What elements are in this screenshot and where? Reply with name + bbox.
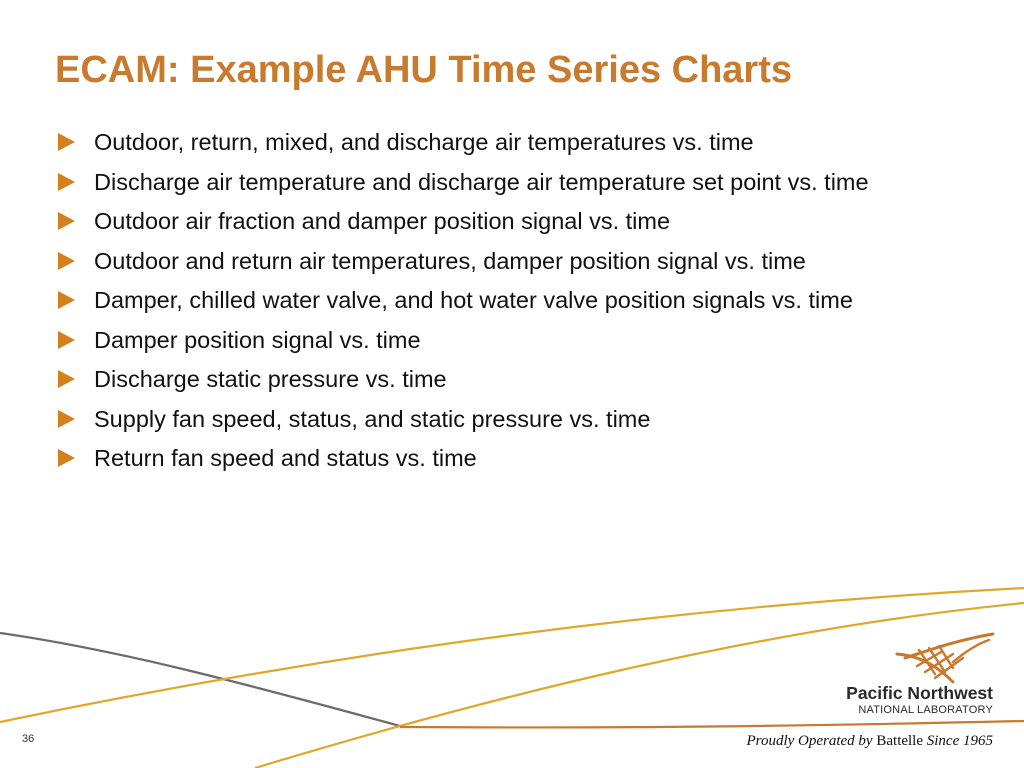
swoosh-gray-line [0, 633, 400, 726]
bullet-text: Outdoor air fraction and damper position signal vs. time [94, 208, 671, 234]
logo-name: Pacific Northwest [846, 683, 993, 703]
tagline-brand: Battelle [876, 733, 924, 749]
bullet-text: Return fan speed and status vs. time [94, 445, 477, 471]
logo-subtitle: NATIONAL LABORATORY [858, 704, 993, 716]
battelle-tagline [700, 731, 993, 751]
bullet-text: Damper, chilled water valve, and hot water valve position signals vs. time [94, 287, 853, 313]
tagline-suffix: Since 1965 [926, 733, 993, 749]
bullet-text: Outdoor and return air temperatures, damper position signal vs. time [94, 247, 806, 274]
pnnl-logo-icon [895, 632, 995, 684]
page-number: 36 [22, 733, 35, 745]
bullet-text: Damper position signal vs. time [94, 326, 421, 353]
swoosh-orange-line [400, 721, 1024, 727]
bullet-text: Outdoor, return, mixed, and discharge air temperatures vs. time [94, 129, 754, 155]
tagline-prefix: Proudly Operated by [746, 733, 873, 749]
bullet-text: Discharge static pressure vs. time [94, 366, 447, 392]
bullet-text: Supply fan speed, status, and static pressure vs. time [94, 405, 651, 432]
slide-title: ECAM: Example AHU Time Series Charts [55, 49, 793, 91]
bullet-text: Discharge air temperature and discharge air temperature set point vs. time [94, 168, 869, 195]
